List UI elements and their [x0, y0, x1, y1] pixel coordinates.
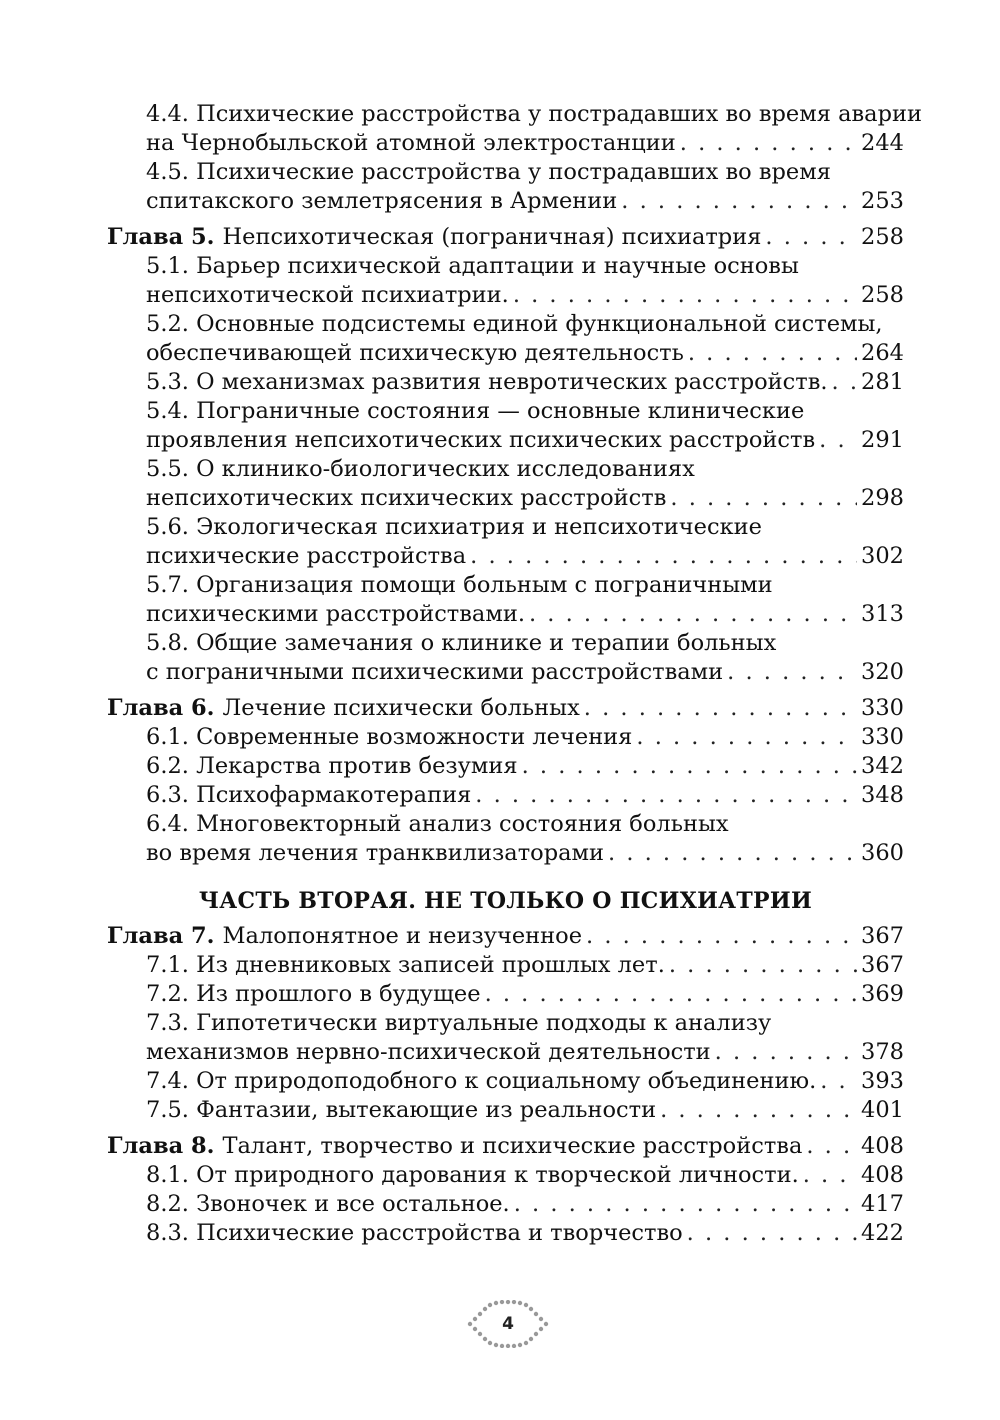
leader-dots	[514, 1190, 857, 1219]
chapter-label: Глава 6.	[107, 695, 215, 721]
chapter-label: Глава 8.	[107, 1133, 215, 1159]
leader-dots	[529, 600, 857, 629]
toc-entry-title-cont: непсихотических психических расстройств	[146, 485, 667, 511]
chapter-title: Малопонятное и неизученное	[222, 923, 583, 949]
chapter-title: Непсихотическая (пограничная) психиатрия	[222, 224, 762, 250]
toc-chapter-6[interactable]	[107, 694, 904, 723]
chapter-title: Талант, творчество и психические расстройства	[222, 1133, 803, 1159]
toc-entry-title: 4.4. Психические расстройства у пострадавших во время аварии	[146, 101, 922, 127]
toc-entry-title: 5.5. О клинико-биологических исследованиях	[146, 456, 695, 482]
toc-entry-5-1[interactable]	[107, 252, 904, 310]
toc-entry-title: 6.4. Многовекторный анализ состояния больных	[146, 811, 729, 837]
leader-dots	[513, 281, 857, 310]
toc-page-number: 417	[861, 1191, 904, 1217]
leader-dots	[727, 658, 857, 687]
toc-entry-title: 4.5. Психические расстройства у пострадавших во время	[146, 159, 831, 185]
toc-entry-7-4[interactable]	[107, 1067, 904, 1096]
chapter-label: Глава 5.	[107, 224, 215, 250]
toc-page-number: 348	[861, 782, 904, 808]
toc-entry-7-2[interactable]	[107, 980, 904, 1009]
toc-entry-5-7[interactable]	[107, 571, 904, 629]
leader-dots	[715, 1038, 857, 1067]
toc-page-number: 330	[861, 695, 904, 721]
toc-entry-5-3[interactable]	[107, 368, 904, 397]
toc-entry-title: 6.3. Психофармакотерапия	[146, 782, 472, 808]
toc-page-number: 393	[861, 1068, 904, 1094]
toc-page-number: 258	[861, 282, 904, 308]
toc-entry-6-1[interactable]	[107, 723, 904, 752]
toc-entry-title: 5.2. Основные подсистемы единой функциональной системы,	[146, 311, 883, 337]
toc-entry-title: 8.3. Психические расстройства и творчество	[146, 1220, 683, 1246]
part-heading: ЧАСТЬ ВТОРАЯ. НЕ ТОЛЬКО О ПСИХИАТРИИ	[198, 888, 813, 914]
leader-dots	[621, 187, 857, 216]
toc-entry-title-cont: психическими расстройствами.	[146, 601, 525, 627]
toc-page-number: 253	[861, 188, 904, 214]
leader-dots	[820, 1067, 857, 1096]
leader-dots	[485, 980, 857, 1009]
toc-entry-5-6[interactable]	[107, 513, 904, 571]
toc-entry-6-2[interactable]	[107, 752, 904, 781]
toc-page-number: 369	[861, 981, 904, 1007]
leader-dots	[660, 1096, 857, 1125]
toc-entry-4-5[interactable]	[107, 158, 904, 216]
leader-dots	[584, 694, 857, 723]
toc-entry-5-4[interactable]	[107, 397, 904, 455]
toc-page-number: 378	[861, 1039, 904, 1065]
toc-page-number: 320	[861, 659, 904, 685]
toc-entry-5-2[interactable]	[107, 310, 904, 368]
toc-entry-8-2[interactable]	[107, 1190, 904, 1219]
toc-entry-title: 6.1. Современные возможности лечения	[146, 724, 633, 750]
toc-page-number: 367	[861, 923, 904, 949]
toc-entry-title: 6.2. Лекарства против безумия	[146, 753, 518, 779]
toc-entry-title: 5.7. Организация помощи больным с пограничными	[146, 572, 773, 598]
toc-page-number: 264	[861, 340, 904, 366]
leader-dots	[470, 542, 857, 571]
leader-dots	[608, 839, 857, 868]
toc-entry-title-cont: во время лечения транквилизаторами	[146, 840, 605, 866]
toc-page-number: 258	[861, 224, 904, 250]
toc-entry-title-cont: проявления непсихотических психических расстройств	[146, 427, 816, 453]
toc-page-number: 360	[861, 840, 904, 866]
leader-dots	[522, 752, 857, 781]
leader-dots	[832, 368, 858, 397]
toc-page-number: 422	[861, 1220, 904, 1246]
toc-entry-7-1[interactable]	[107, 951, 904, 980]
toc-entry-title: 7.1. Из дневниковых записей прошлых лет.	[146, 952, 665, 978]
toc-entry-title: 8.1. От природного дарования к творческой личности.	[146, 1162, 799, 1188]
leader-dots	[803, 1161, 857, 1190]
toc-entry-title-cont: механизмов нервно-психической деятельности	[146, 1039, 711, 1065]
toc-entry-title-cont: спитакского землетрясения в Армении	[146, 188, 618, 214]
toc-page-number: 342	[861, 753, 904, 779]
toc-entry-title-cont: с пограничными психическими расстройствами	[146, 659, 724, 685]
toc-page-number: 291	[861, 427, 904, 453]
leader-dots	[687, 1219, 857, 1248]
leader-dots	[586, 922, 857, 951]
toc-page-number: 408	[861, 1162, 904, 1188]
toc-page-number: 244	[861, 130, 904, 156]
toc-entry-title-cont: на Чернобыльской атомной электростанции	[146, 130, 676, 156]
toc-page-number: 330	[861, 724, 904, 750]
toc-page-number: 298	[861, 485, 904, 511]
toc-page-number: 401	[861, 1097, 904, 1123]
toc-entry-title: 5.8. Общие замечания о клинике и терапии больных	[146, 630, 777, 656]
toc-entry-title: 5.3. О механизмах развития невротических расстройств.	[146, 369, 828, 395]
leader-dots	[636, 723, 857, 752]
table-of-contents	[107, 100, 922, 1248]
toc-entry-5-8[interactable]	[107, 629, 904, 687]
toc-entry-title: 7.2. Из прошлого в будущее	[146, 981, 481, 1007]
toc-entry-title: 7.4. От природоподобного к социальному объединению.	[146, 1068, 817, 1094]
chapter-title: Лечение психически больных	[222, 695, 580, 721]
toc-entry-5-5[interactable]	[107, 455, 904, 513]
page-number: 4	[502, 1314, 514, 1334]
leader-dots	[765, 223, 857, 252]
leader-dots	[680, 129, 857, 158]
toc-entry-title-cont: непсихотической психиатрии.	[146, 282, 509, 308]
toc-page-number: 302	[861, 543, 904, 569]
toc-chapter-5[interactable]	[107, 223, 904, 252]
leader-dots	[806, 1132, 857, 1161]
toc-entry-title: 7.3. Гипотетически виртуальные подходы к анализу	[146, 1010, 772, 1036]
toc-page-number: 367	[861, 952, 904, 978]
toc-page-number: 408	[861, 1133, 904, 1159]
toc-entry-4-4[interactable]	[107, 100, 922, 158]
chapter-label: Глава 7.	[107, 923, 215, 949]
page-number-ornament	[466, 1300, 550, 1348]
leader-dots	[475, 781, 857, 810]
toc-page-number: 313	[861, 601, 904, 627]
toc-entry-8-1[interactable]	[107, 1161, 904, 1190]
toc-entry-title-cont: психические расстройства	[146, 543, 467, 569]
leader-dots	[819, 426, 857, 455]
toc-entry-title: 7.5. Фантазии, вытекающие из реальности	[146, 1097, 657, 1123]
toc-entry-title: 8.2. Звоночек и все остальное.	[146, 1191, 510, 1217]
toc-page-number: 281	[861, 369, 904, 395]
toc-chapter-7[interactable]	[107, 922, 904, 951]
toc-entry-6-4[interactable]	[107, 810, 904, 868]
toc-entry-8-3[interactable]	[107, 1219, 904, 1248]
toc-chapter-8[interactable]	[107, 1132, 904, 1161]
leader-dots	[670, 484, 857, 513]
toc-entry-7-5[interactable]	[107, 1096, 904, 1125]
toc-entry-title: 5.1. Барьер психической адаптации и научные основы	[146, 253, 799, 279]
leader-dots	[688, 339, 857, 368]
toc-entry-title: 5.4. Пограничные состояния — основные клинические	[146, 398, 805, 424]
toc-entry-title-cont: обеспечивающей психическую деятельность	[146, 340, 684, 366]
toc-entry-6-3[interactable]	[107, 781, 904, 810]
toc-entry-title: 5.6. Экологическая психиатрия и непсихотические	[146, 514, 762, 540]
leader-dots	[669, 951, 857, 980]
toc-entry-7-3[interactable]	[107, 1009, 904, 1067]
